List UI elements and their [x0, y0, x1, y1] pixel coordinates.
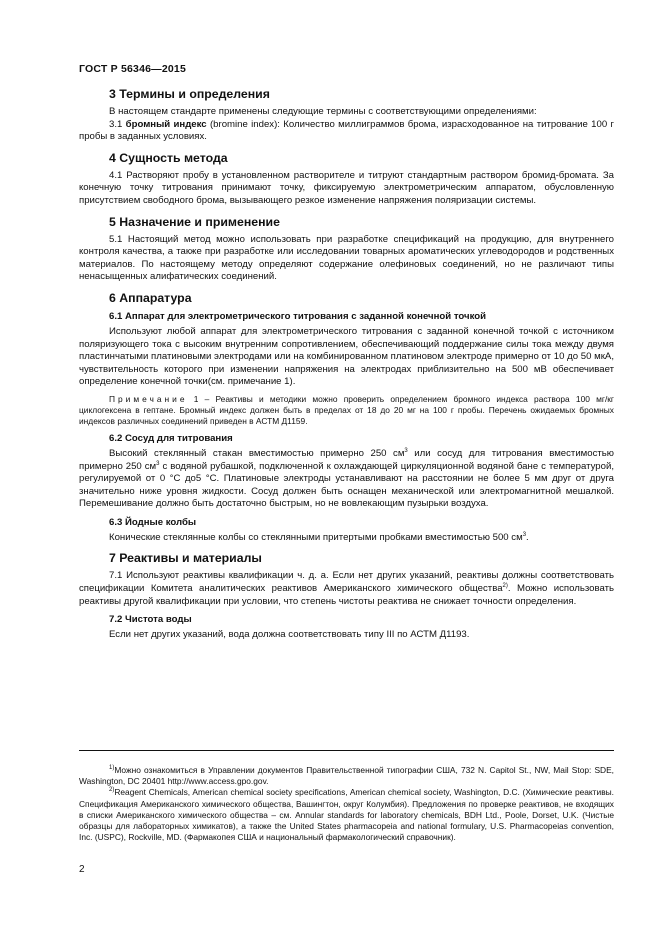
standard-id-header: ГОСТ Р 56346—2015 — [79, 63, 187, 75]
section-method — [79, 150, 614, 208]
section-reagents — [79, 550, 614, 641]
note — [79, 394, 614, 427]
paragraph — [79, 532, 614, 545]
footnote-text: Reagent Chemicals, American chemical society specifications, American chemical society, Washington, D.C. (Химические реактивы. Спецификация Американского химического общества, Вашингтон, округ Колумбия). Предложения по проверке реактивов, не входящих в списки Американского химического общества – см. Annular standards for laboratory chemicals, BDH Ltd., Poole, Dorset, U.K. (Чистые образцы для лабораторных химикатов), а также the United States pharmacopeia and national formulary, U.S. Pharmacopeias convention, Inc. (USPC), Rockville, MD. (Фармакопея США и национальный фармакологический справочник). — [79, 787, 614, 843]
paragraph: Если нет других указаний, вода должна соответствовать типу III по АСТМ Д1193. — [109, 629, 470, 641]
footnote-mark: 2) — [109, 787, 115, 794]
section-terms — [79, 86, 614, 144]
term-name: бромный индекс — [125, 118, 207, 130]
note-label: Примечание — [109, 393, 188, 404]
term-definition — [79, 119, 614, 144]
footnote-divider — [79, 750, 614, 751]
section-purpose — [79, 214, 614, 284]
section-title: 7 Реактивы и материалы — [109, 551, 262, 566]
footnote-ref: 2) — [502, 582, 508, 589]
subsection-title: 6.1 Аппарат для электрометрического титрования с заданной конечной точкой — [109, 310, 487, 322]
text-run: Высокий стеклянный стакан вместимостью примерно 250 см — [109, 447, 405, 459]
superscript: 3 — [522, 531, 527, 538]
subsection-title: 6.3 Йодные колбы — [109, 516, 197, 528]
page-number: 2 — [79, 864, 85, 875]
subsection-title: 6.2 Сосуд для титрования — [109, 432, 233, 444]
text-run: Конические стеклянные колбы со стеклянными притертыми пробками вместимостью 500 см — [109, 531, 523, 543]
footnote-text: Можно ознакомиться в Управлении документов Правительственной типографии США, 732 N. Capitol St., NW, Mail Stop: SDE, Washington, DC 20401 http://www.access.gpo.gov. — [79, 765, 614, 787]
subsection-iodine-flasks — [79, 516, 614, 545]
superscript: 3 — [404, 447, 408, 454]
superscript: 3 — [156, 460, 160, 467]
footnotes — [79, 765, 614, 843]
subsection-title: 7.2 Чистота воды — [109, 614, 192, 626]
text-run: с водяной рубашкой, подключенной к охлаждающей циркуляционной водяной бане с температурой, регулируемой от 0 °С до5 °С. Платиновые электроды устанавливают на расстоянии не более 5 мм друг от друга значительно ниже уровня жидкости. Сосуд должен быть оснащен механической или электромагнитной мешалкой. Перемешивание должно быть достаточно быстрым, но не вовлекающим пузырьки воздуха. — [79, 460, 614, 510]
text-run: 7.1 Используют реактивы квалификации ч. д. а. Если нет других указаний, реактивы должны соответствовать спецификации Комитета аналитических реактивов Американского химического общества — [79, 570, 614, 595]
section-title: 4 Сущность метода — [109, 150, 228, 165]
term-text: (bromine index): Количество миллиграммов брома, израсходованное на титрование 100 г пробы в заданных условиях. — [79, 118, 614, 143]
main-content — [79, 86, 614, 648]
term-number: 3.1 — [109, 118, 126, 130]
footnote — [79, 787, 614, 843]
note-text: 1 – Реактивы и методики можно проверить определением бромного индекса раствора 100 мг/кг циклогексена в гептане. Бромный индекс должен быть в пределах от 18 до 20 мг на 100 г пробы. Перечень ожидаемых бромных индексов различных соединений приведен в АСТМ Д1159. — [79, 393, 614, 426]
section-title: 6 Аппаратура — [109, 290, 192, 305]
text-run: или сосуд для титрования вместимостью примерно 250 см — [79, 447, 614, 472]
paragraph: 5.1 Настоящий метод можно использовать при разработке спецификаций на продукцию, для внутреннего контроля качества, а также при разработке или исследовании товарных ароматических углеводородов и родственных материалов. По настоящему методу определяют содержание олефиновых соединений, но не различают типы ненасыщенных алифатических соединений. — [79, 233, 614, 283]
paragraph — [79, 570, 614, 608]
footnote-mark: 1) — [109, 765, 115, 772]
paragraph: В настоящем стандарте применены следующие термины с соответствующими определениями: — [109, 106, 537, 117]
paragraph: Используют любой аппарат для электрометрического титрования с заданной конечной точкой с источником поляризующего тока с высоким внутренним сопротивлением, обеспечивающий поддержание силы тока между двумя пластинчатыми платиновыми электродами или на комбинированном платиновом электроде примерно от 10 до 50 мкА, чувствительность которого при изменении напряжения на электродах приблизительно на 500 мВ обеспечивает определение конечной точки(см. примечание 1). — [79, 325, 614, 388]
section-title: 3 Термины и определения — [109, 87, 270, 101]
text-run: . Можно использовать реактивы другой квалификации при условии, что степень чистоты реактива не снижает точности определения. — [79, 583, 614, 607]
section-apparatus — [79, 290, 614, 545]
paragraph: 4.1 Растворяют пробу в установленном растворителе и титруют стандартным раствором бромид-бромата. За конечную точку титрования принимают точку, фиксируемую электрометрическим аппаратом, обусловленную присутствием свободного брома, вызывающего резкое изменение напряжения поляризации системы. — [79, 169, 614, 206]
text-run: . — [526, 531, 529, 543]
subsection-titration-vessel — [79, 432, 614, 511]
section-title: 5 Назначение и применение — [109, 214, 280, 229]
paragraph — [79, 448, 614, 511]
footnote — [79, 765, 614, 787]
subsection-titration-apparatus — [79, 310, 614, 427]
